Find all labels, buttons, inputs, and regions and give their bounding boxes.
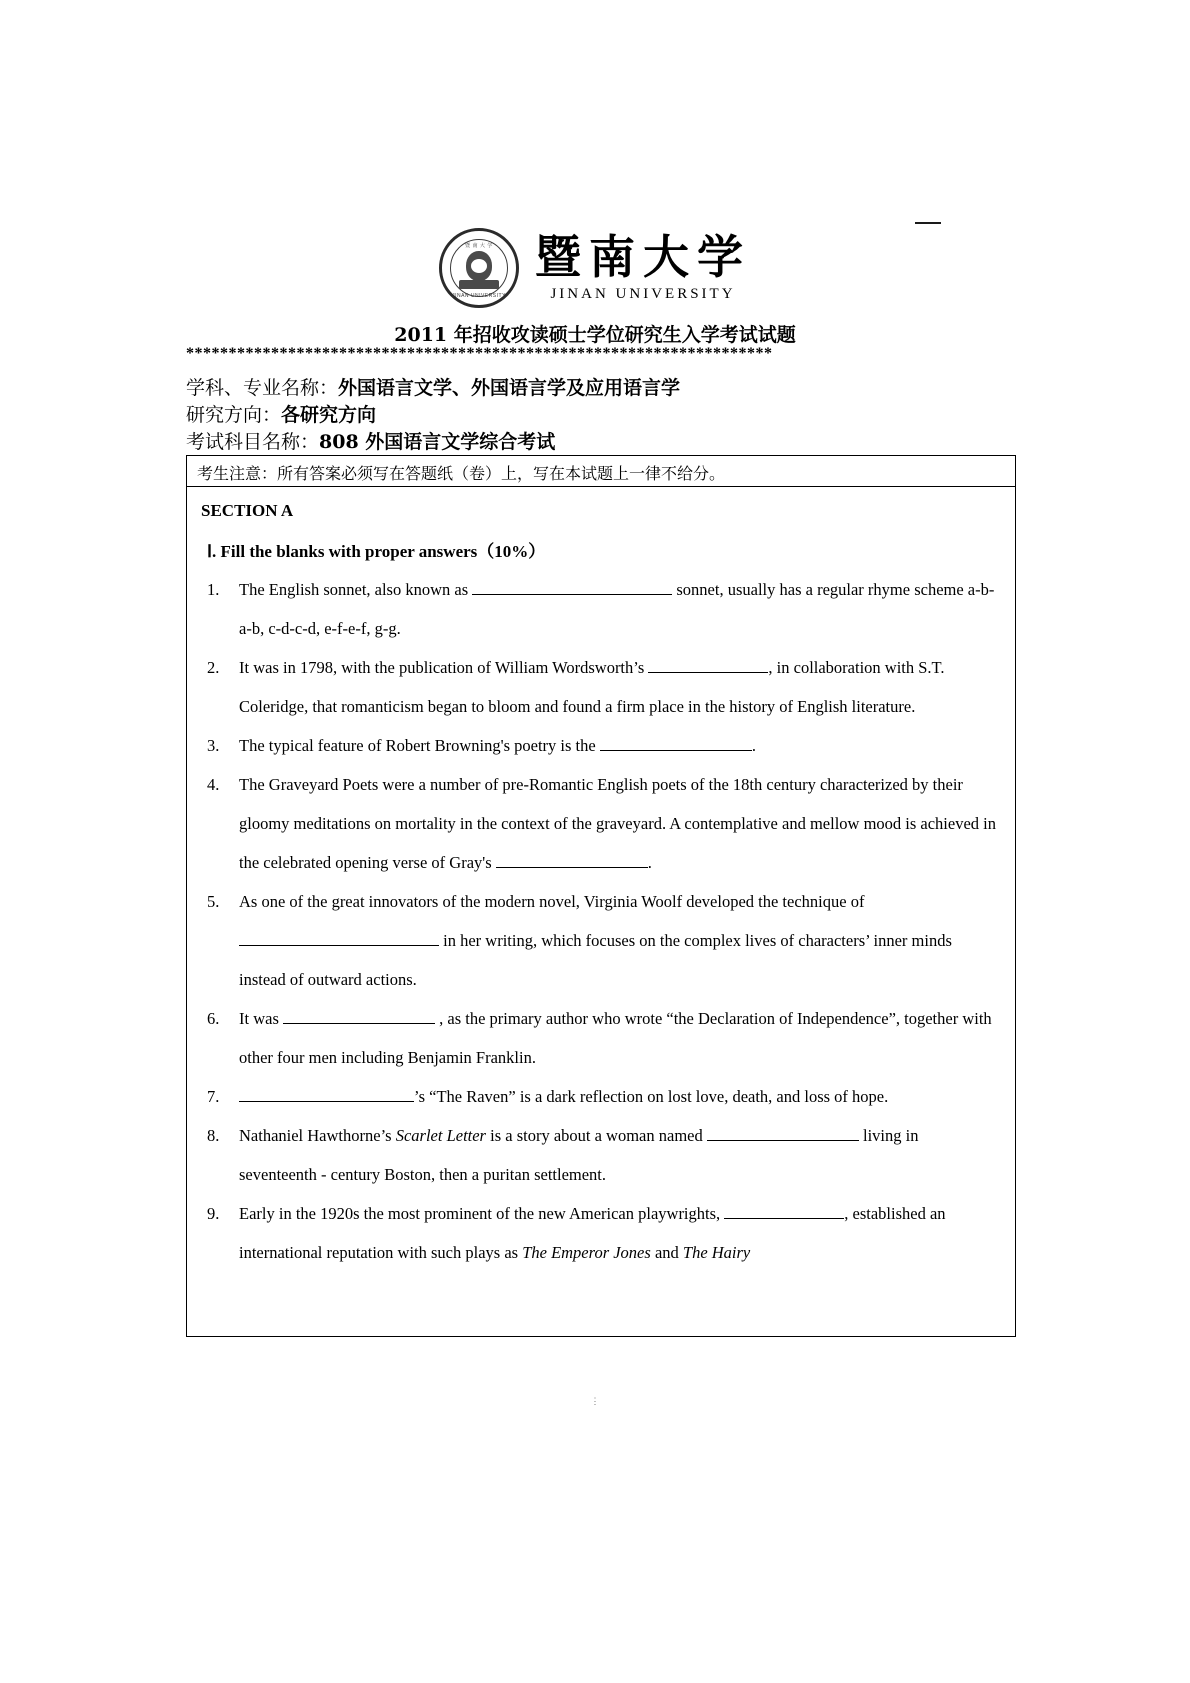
- question-item: [207, 1116, 999, 1194]
- question-text-segment: , as the primary author who wrote “the Declaration of Independence”, together with other four men including Benjamin Franklin.: [239, 1009, 992, 1067]
- info-subject-value: 外国语言文学、外国语言学及应用语言学: [338, 377, 681, 399]
- question-text-segment: It was in 1798, with the publication of William Wordsworth’s: [239, 658, 649, 677]
- question-item: [207, 648, 999, 726]
- question-number: 2.: [207, 658, 220, 677]
- question-text-segment: and: [650, 1243, 683, 1262]
- answer-blank[interactable]: [283, 1008, 435, 1024]
- work-title: The Hairy: [682, 1243, 751, 1262]
- exam-title: 2011 年招收攻读硕士学位研究生入学考试试题: [394, 324, 796, 346]
- question-number: 3.: [207, 736, 220, 755]
- section-title: SECTION A: [201, 501, 294, 520]
- question-text: [239, 882, 999, 999]
- university-header: [0, 228, 1190, 308]
- question-text: [239, 570, 999, 648]
- info-course-label: 考试科目名称：: [186, 431, 320, 453]
- work-title: Scarlet Letter: [395, 1126, 486, 1145]
- answer-blank[interactable]: [496, 852, 648, 868]
- question-text-segment: is a story about a woman named: [485, 1126, 707, 1145]
- question-text-segment: , established an international reputation with such plays as: [239, 1204, 946, 1262]
- answer-blank[interactable]: [472, 579, 672, 595]
- info-subject: [186, 373, 680, 400]
- question-text-segment: The Graveyard Poets were a number of pre-Romantic English poets of the 18th century characterized by their gloomy meditations on mortality in the context of the graveyard. A contemplative and mellow mood is achieved in the celebrated opening verse of Gray's: [239, 775, 996, 872]
- question-item: [207, 999, 999, 1077]
- question-number: 4.: [207, 775, 220, 794]
- question-item: [207, 765, 999, 882]
- question-text-segment: The English sonnet, also known as: [239, 580, 473, 599]
- answer-blank[interactable]: [707, 1125, 859, 1141]
- question-text-segment: It was: [239, 1009, 283, 1028]
- question-number: 7.: [207, 1087, 220, 1106]
- question-text: [239, 999, 999, 1077]
- university-name-cn: 暨南大学: [535, 229, 751, 284]
- exam-body-box: [186, 487, 1016, 1337]
- question-text-segment: .: [751, 736, 756, 755]
- info-course-value: 808 外国语言文学综合考试: [319, 431, 556, 453]
- question-number: 5.: [207, 892, 220, 911]
- star-divider: *********************************************************************: [186, 345, 773, 362]
- question-text-segment: living in seventeenth - century Boston, then a puritan settlement.: [239, 1126, 919, 1184]
- question-text-segment: .: [647, 853, 652, 872]
- question-item: [207, 570, 999, 648]
- corner-mark: [915, 222, 941, 224]
- info-direction-label: 研究方向：: [186, 404, 282, 426]
- question-text: [239, 726, 999, 765]
- answer-blank[interactable]: [239, 930, 439, 946]
- answer-blank[interactable]: [724, 1203, 844, 1219]
- seal-text-top: 暨 南 大 学: [465, 243, 493, 249]
- info-direction: [186, 400, 376, 427]
- question-number: 6.: [207, 1009, 220, 1028]
- question-text-segment: As one of the great innovators of the modern novel, Virginia Woolf developed the technique of: [239, 892, 865, 911]
- question-text: [239, 648, 999, 726]
- question-text-segment: ’s “The Raven” is a dark reflection on lost love, death, and loss of hope.: [414, 1087, 889, 1106]
- question-text-segment: The typical feature of Robert Browning's poetry is the: [239, 736, 600, 755]
- university-name-en: JINAN UNIVERSITY: [550, 285, 736, 302]
- question-item: [207, 882, 999, 999]
- seal-text-bottom: JINAN UNIVERSITY: [452, 293, 506, 299]
- answer-blank[interactable]: [648, 657, 768, 673]
- notice-box: [186, 455, 1016, 487]
- question-item: [207, 1077, 999, 1116]
- question-number: 9.: [207, 1204, 220, 1223]
- question-item: [207, 1194, 999, 1272]
- question-text: [239, 765, 999, 882]
- part-title: Ⅰ. Fill the blanks with proper answers（10%）: [207, 542, 546, 561]
- question-number: 8.: [207, 1126, 220, 1145]
- answer-blank[interactable]: [600, 735, 752, 751]
- question-text-segment: in her writing, which focuses on the complex lives of characters’ inner minds instead of outward actions.: [239, 931, 952, 989]
- info-direction-value: 各研究方向: [281, 404, 377, 426]
- question-item: [207, 726, 999, 765]
- notice-text: 考生注意：所有答案必须写在答题纸（卷）上，写在本试题上一律不给分。: [197, 464, 726, 483]
- question-text-segment: , in collaboration with S.T. Coleridge, that romanticism began to bloom and found a firm place in the history of English literature.: [239, 658, 945, 716]
- question-text-segment: sonnet, usually has a regular rhyme scheme a-b-a-b, c-d-c-d, e-f-e-f, g-g.: [239, 580, 995, 638]
- page-marker: ⋮: [590, 1396, 600, 1406]
- question-text-segment: Nathaniel Hawthorne’s: [239, 1126, 396, 1145]
- university-seal-icon: [439, 228, 519, 308]
- question-text: [239, 1116, 999, 1194]
- question-list: [207, 570, 999, 1272]
- info-course: [186, 427, 555, 454]
- question-text: [239, 1194, 999, 1272]
- university-name-block: [535, 229, 751, 303]
- question-number: 1.: [207, 580, 220, 599]
- work-title: The Emperor Jones: [522, 1243, 651, 1262]
- question-text-segment: Early in the 1920s the most prominent of the new American playwrights,: [239, 1204, 725, 1223]
- answer-blank[interactable]: [239, 1086, 414, 1102]
- info-subject-label: 学科、专业名称：: [186, 377, 339, 399]
- question-text: [239, 1077, 999, 1116]
